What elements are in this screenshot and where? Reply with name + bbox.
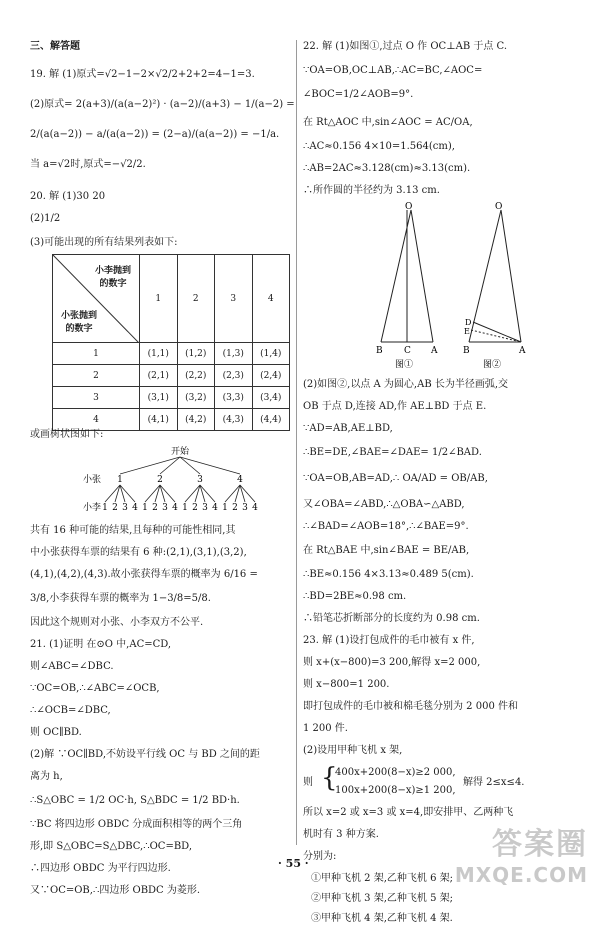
q22-part2-line9: ∴BE≈0.156 4×3.13≈0.489 5(cm). — [303, 569, 474, 580]
q22-line3: ∠BOC=1/2∠AOB=9°. — [303, 89, 414, 100]
q21-line10: 形,即 S△OBC=S△DBC,∴OC=BD, — [30, 841, 193, 852]
q19-line2: (2)原式= 2(a+3)/(a(a−2)²) · (a−2)/(a+3) − 1/(a−2) = — [30, 99, 295, 110]
fig1-label-C: C — [404, 346, 411, 356]
q23-line1: 23. 解 (1)设打包成件的毛巾被有 x 件, — [303, 635, 475, 646]
tree-node-second: 1 — [102, 503, 108, 513]
table-diagonal-header — [53, 255, 140, 343]
q23-option2: ②甲种飞机 3 架,乙种飞机 5 架; — [311, 893, 453, 904]
figures-triangles — [371, 200, 571, 372]
fig2-label-D: D — [465, 318, 472, 327]
q20-para4: 3/8,小李获得车票的概率为 1−3/8=5/8. — [30, 593, 211, 604]
q22-part2-line2: OB 于点 D,连接 AD,作 AE⊥BD 于点 E. — [303, 401, 487, 412]
q21-line9: ∵BC 将四边形 OBDC 分成面积相等的两个三角 — [30, 819, 243, 830]
tree-node-second: 1 — [222, 503, 228, 513]
q22-part2-line11: ∴铅笔芯折断部分的长度约为 0.98 cm. — [303, 613, 480, 624]
tree-node-second: 3 — [122, 503, 128, 513]
q19-line3: 2/(a(a−2)) − a/(a(a−2)) = (2−a)/(a(a−2)) = −1/a. — [30, 129, 280, 140]
tree-node-second: 2 — [232, 503, 238, 513]
q22-part2-line5: ∵OA=OB,AB=AD,∴ OA/AD = OB/AB, — [303, 473, 488, 484]
q22-line4: 在 Rt△AOC 中,sin∠AOC = AC/OA, — [303, 117, 473, 128]
fig1-label-B: B — [376, 346, 383, 356]
q22-part2-line6: 又∠OBA=∠ABD,∴△OBA∽△ABD, — [303, 499, 465, 510]
tree-root-label: 开始 — [170, 447, 190, 457]
q23-system-solution: 解得 2≤x≤4. — [463, 777, 525, 788]
tree-node-second: 3 — [242, 503, 248, 513]
q23-system-prefix: 则 — [303, 777, 313, 788]
table-cell: (4,1) — [140, 409, 178, 431]
q23-option3: ③甲种飞机 4 架,乙种飞机 4 架. — [311, 913, 453, 924]
q22-line1: 22. 解 (1)如图①,过点 O 作 OC⊥AB 于点 C. — [303, 41, 507, 52]
tree-node-first: 2 — [157, 475, 163, 485]
table-cell: (2,1) — [140, 365, 178, 387]
fig2-label-E: E — [464, 327, 470, 336]
col-head-4: 4 — [252, 255, 290, 343]
tree-node-second: 3 — [202, 503, 208, 513]
fig1-label-O: O — [405, 202, 413, 212]
q21-line5: 则 OC∥BD. — [30, 727, 82, 738]
q22-part2-line10: ∴BD=2BE≈0.98 cm. — [303, 591, 407, 602]
tree-intro: 或画树状图如下: — [30, 429, 104, 440]
q21-line7: 离为 h, — [30, 771, 63, 782]
q19-line4: 当 a=√2时,原式=−√2/2. — [30, 159, 146, 170]
q20-para3: (4,1),(4,2),(4,3).故小张获得车票的概率为 6/16 = — [30, 569, 258, 580]
fig1-label-A: A — [431, 346, 438, 356]
q23-line2: 则 x+(x−800)=3 200,解得 x=2 000, — [303, 657, 481, 668]
q21-line4: ∴∠OCB=∠DBC, — [30, 705, 111, 716]
fig2-label-O: O — [495, 202, 503, 212]
q23-system-eq2: 100x+200(8−x)≥1 200, — [335, 785, 456, 796]
col-head-2: 2 — [177, 255, 215, 343]
tree-diagram — [30, 444, 292, 518]
table-cell: (3,4) — [252, 387, 290, 409]
table-cell: (4,4) — [252, 409, 290, 431]
tree-node-first: 3 — [197, 475, 203, 485]
col-head-1: 1 — [140, 255, 178, 343]
q20-para5: 因此这个规则对小张、小李双方不公平. — [30, 617, 204, 628]
figure-1 — [376, 202, 438, 370]
tree-node-second: 4 — [212, 503, 218, 513]
column-divider — [296, 40, 297, 845]
q23-line4: 即打包成件的毛巾被和棉毛毯分别为 2 000 件和 — [303, 701, 518, 712]
tree-node-second: 2 — [112, 503, 118, 513]
row-head: 2 — [53, 365, 140, 387]
q21-line8: ∴S△OBC = 1/2 OC·h, S△BDC = 1/2 BD·h. — [30, 795, 240, 806]
q20-para1: 共有 16 种可能的结果,且每种的可能性相同,其 — [30, 525, 236, 536]
q20-line3: (3)可能出现的所有结果列表如下: — [30, 237, 178, 248]
q21-line6: (2)解 ∵OC∥BD,不妨设平行线 OC 与 BD 之间的距 — [30, 749, 260, 760]
q22-line6: ∴AB=2AC≈3.128(cm)≈3.13(cm). — [303, 163, 471, 174]
table-cell: (1,1) — [140, 343, 178, 365]
q21-line1: 21. (1)证明 在⊙O 中,AC=CD, — [30, 639, 172, 650]
table-cell: (1,4) — [252, 343, 290, 365]
table-cell: (3,3) — [215, 387, 253, 409]
tree-node-second: 3 — [162, 503, 168, 513]
row-head: 1 — [53, 343, 140, 365]
table-cell: (3,2) — [177, 387, 215, 409]
tree-node-first: 1 — [117, 475, 123, 485]
q23-line8: 机时有 3 种方案. — [303, 829, 379, 840]
tree-node-second: 4 — [252, 503, 258, 513]
fig2-caption: 图② — [483, 360, 502, 370]
q23-option1: ①甲种飞机 2 架,乙种飞机 6 架; — [311, 873, 453, 884]
table-cell: (1,3) — [215, 343, 253, 365]
table-cell: (4,3) — [215, 409, 253, 431]
q22-part2-line4: ∴BE=DE,∠BAE=∠DAE= 1/2∠BAD. — [303, 447, 482, 458]
col-head-3: 3 — [215, 255, 253, 343]
q23-line6: (2)设用甲种飞机 x 架, — [303, 745, 403, 756]
q23-line5: 1 200 件. — [303, 723, 348, 734]
q22-part2-line7: ∴∠BAD=∠AOB=18°,∴∠BAE=9°. — [303, 521, 469, 532]
q21-line2: 则∠ABC=∠DBC. — [30, 661, 114, 672]
watermark-logo: 答案圈 MXQE.COM — [454, 827, 588, 887]
table-cell: (3,1) — [140, 387, 178, 409]
tree-node-second: 2 — [192, 503, 198, 513]
q22-part2-line3: ∵AD=AB,AE⊥BD, — [303, 423, 393, 434]
tree-node-second: 1 — [182, 503, 188, 513]
fig2-label-A: A — [519, 346, 526, 356]
q23-line9: 分别为: — [303, 851, 337, 862]
system-brace: { — [321, 763, 338, 793]
q23-system-eq1: 400x+200(8−x)≥2 000, — [335, 767, 456, 778]
q21-line11: ∴四边形 OBDC 为平行四边形. — [30, 863, 171, 874]
tree-node-second: 1 — [142, 503, 148, 513]
page-number: · 55 · — [278, 857, 309, 870]
table-cell: (2,2) — [177, 365, 215, 387]
q23-line7: 所以 x=2 或 x=3 或 x=4,即安排甲、乙两种飞 — [303, 807, 514, 818]
header-xiaozhang: 小张抛到的数字 — [60, 311, 97, 334]
q22-part2-line8: 在 Rt△BAE 中,sin∠BAE = BE/AB, — [303, 545, 470, 556]
q20-line1: 20. 解 (1)30 20 — [30, 191, 106, 202]
header-xiaoli: 小李抛到的数字 — [94, 266, 131, 289]
tree-node-first: 4 — [237, 475, 243, 485]
tree-branch — [120, 457, 180, 474]
q22-line7: ∴所作圆的半径约为 3.13 cm. — [303, 185, 440, 196]
tree-branch — [180, 457, 240, 474]
tree-row-label-li: 小李 — [82, 503, 102, 513]
table-cell: (2,3) — [215, 365, 253, 387]
outcome-table — [52, 254, 290, 431]
q21-line3: ∵OC=OB,∴∠ABC=∠OCB, — [30, 683, 160, 694]
q19-line1: 19. 解 (1)原式=√2−1−2×√2/2+2+2=4−1=3. — [30, 69, 255, 80]
row-head: 4 — [53, 409, 140, 431]
tree-node-second: 4 — [172, 503, 178, 513]
tree-node-second: 2 — [152, 503, 158, 513]
q22-part2-line1: (2)如图②,以点 A 为圆心,AB 长为半径画弧,交 — [303, 379, 509, 390]
tree-row-label-zhang: 小张 — [82, 475, 102, 485]
fig1-caption: 图① — [395, 360, 414, 370]
q22-line2: ∵OA=OB,OC⊥AB,∴AC=BC,∠AOC= — [303, 65, 483, 76]
table-cell: (1,2) — [177, 343, 215, 365]
table-cell: (4,2) — [177, 409, 215, 431]
section-title: 三、解答题 — [30, 41, 80, 52]
fig2-label-B: B — [463, 346, 470, 356]
q20-line2: (2)1/2 — [30, 213, 61, 224]
figure-2 — [463, 202, 526, 370]
q21-line12: 又∵OC=OB,∴四边形 OBDC 为菱形. — [30, 885, 201, 896]
q20-para2: 中小张获得车票的结果有 6 种:(2,1),(3,1),(3,2), — [30, 547, 247, 558]
q22-line5: ∴AC≈0.156 4×10=1.564(cm), — [303, 141, 455, 152]
q23-line3: 则 x−800=1 200. — [303, 679, 390, 690]
tree-node-second: 4 — [132, 503, 138, 513]
row-head: 3 — [53, 387, 140, 409]
table-cell: (2,4) — [252, 365, 290, 387]
